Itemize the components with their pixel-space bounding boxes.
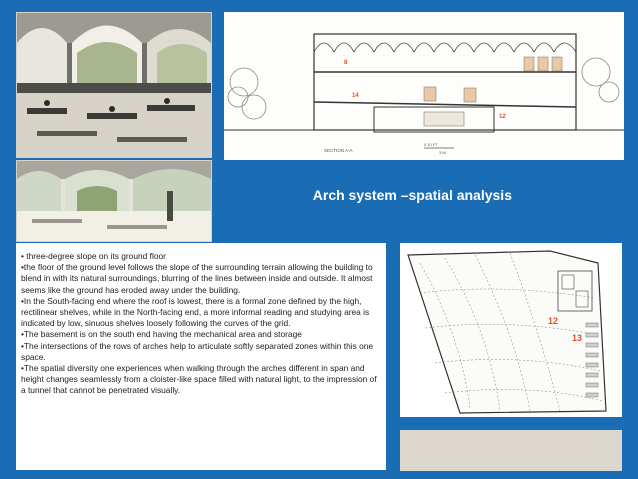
slide-title: Arch system –spatial analysis	[312, 187, 512, 203]
section-scale-sub: 3 M	[439, 150, 446, 155]
section-scale-label: 0 10 FT	[424, 142, 438, 147]
description-item: •The spatial diversity one experiences when walking through the arches different in span and height changes seamlessly from a cloister-like space filled with natural light, to the impression of a tunnel that cannot be penetrated visually.	[21, 363, 377, 396]
description-item: •the floor of the ground level follows the slope of the surrounding terrain allowing the building to blend in with its natural surroundings, blurring of the lines between inside and outside. It almost seems like the ground has eroded away under the building.	[21, 262, 373, 295]
description-item: •The basement is on the south end having the mechanical area and storage	[21, 329, 302, 340]
plan-drawing	[400, 243, 622, 417]
section-drawing-panel	[224, 12, 624, 160]
section-drawing	[224, 12, 624, 160]
ground-floor-photo-graphic	[17, 161, 211, 241]
description-item: •The intersections of the rows of arches help to articulate softly separated zones within this one space.	[21, 340, 374, 362]
section-zone-label: 8	[344, 60, 348, 66]
plan-zone-label: 12	[548, 316, 559, 326]
section-zone-label: 12	[499, 114, 506, 120]
description-list	[16, 243, 386, 397]
ground-floor-photo	[16, 160, 212, 242]
plan-zone-label: 13	[572, 333, 583, 343]
description-panel	[16, 243, 386, 470]
plan-drawing-panel	[400, 243, 622, 417]
description-item: • three-degree slope on its ground floor	[21, 251, 166, 261]
section-caption: SECTION A-A	[324, 148, 353, 153]
interior-photo-arches	[16, 12, 212, 158]
blank-panel	[400, 430, 622, 471]
title-box	[227, 163, 622, 233]
interior-photo-graphic	[17, 13, 211, 157]
description-item: •In the South-facing end where the roof is lowest, there is a formal zone defined by the high, rectilinear shelves, while in the North-facing end, a more informal reading and studying area is indicated by low, sinuous shelves loosely following the curves of the grid.	[21, 295, 370, 329]
section-zone-label: 14	[352, 93, 359, 99]
